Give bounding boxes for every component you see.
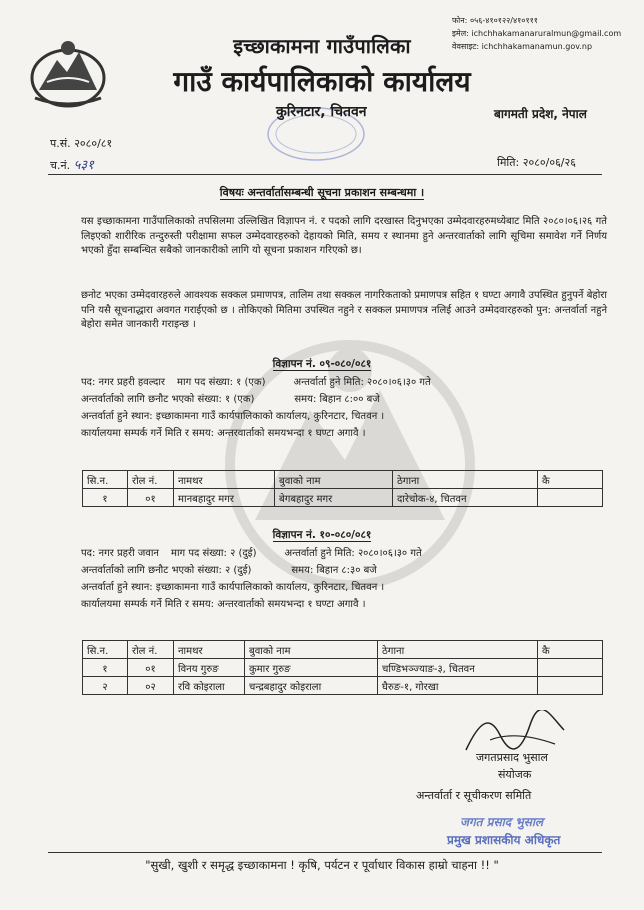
col-header: सि.न. [83,641,128,659]
email-value: ichchhakamanaruralmun@gmail.com [471,29,622,38]
ad-1-time: समय: बिहान ८:०० बजे [294,394,380,405]
signatory-post: संयोजक [498,768,532,781]
ad-1-interview-date: अन्तर्वार्ता हुने मिति: २०८०।०६।३० गते [293,377,431,388]
table-cell: १ [83,489,128,507]
table-row [83,677,603,695]
ad-1-demand: माग पद संख्या: १ (एक) [177,377,266,388]
ad-2-interview-date: अन्तर्वार्ता हुने मिति: २०८०।०६।३० गते [284,548,422,559]
letter-date [497,155,576,170]
phone-value: ०५६-४१०१२२/४१०१११ [469,16,538,25]
office-location: कुरिनटार, चितवन [276,104,367,120]
table-cell: १ [83,659,128,677]
col-header: ठेगाना [393,471,538,489]
footer-divider [48,852,602,853]
table-cell: कुमार गुरुङ [245,659,378,677]
header-divider [48,174,602,175]
table-row [83,489,603,507]
website-label: वेवसाइट: [452,42,480,51]
subject-text: विषयः अन्तर्वार्तासम्बन्धी सूचना प्रकाशन सम्बन्धमा । [219,186,425,199]
ad-1-heading [0,357,644,371]
col-header: कै [538,641,603,659]
ad-2-line-2 [81,562,377,576]
date-value: २०८०/०६/२६ [522,156,576,169]
table-cell: ०१ [128,489,174,507]
ad-2-heading [0,528,644,542]
ad-2-post: पद: नगर प्रहरी जवान [81,548,159,559]
table-cell: २ [83,677,128,695]
col-header: रोल नं. [128,641,174,659]
ad-1-line-4: कार्यालयमा सम्पर्क गर्ने मिति र समय: अन्तरवार्ताको समयभन्दा १ घण्टा अगावै । [81,428,366,439]
ad-2-line-1 [81,545,422,559]
office-name: गाउँ कार्यपालिकाको कार्यालय [173,65,471,98]
ad-2-selected-count: अन्तर्वार्ताको लागि छनौट भएको संख्या: २ (दुई) [81,565,252,576]
col-header: कै [538,471,603,489]
col-header: बुवाको नाम [275,471,393,489]
table-cell: घैरुङ-१, गोरखा [378,677,538,695]
chalani-number [50,155,94,173]
table-header-row [83,641,603,659]
table-cell: बेगबहादुर मगर [275,489,393,507]
chalani-value: ५३१ [73,158,94,173]
ad-1-post: पद: नगर प्रहरी हवल्दार [81,377,166,388]
patra-value: २०८०/८१ [74,137,113,150]
ad-1-heading-text: विज्ञापन नं. ०९-०८०/०८१ [272,358,372,370]
municipality-name: इच्छाकामना गाउँपालिका [233,34,411,58]
ad-1-line-2 [81,391,380,405]
ad-1-line-1 [81,374,431,388]
table-row [83,659,603,677]
col-header: नामथर [174,641,245,659]
col-header: नामथर [174,471,275,489]
table-cell: मानबहादुर मगर [174,489,275,507]
ad-1-selected-count: अन्तर्वार्ताको लागि छनौट भएको संख्या: १ (एक) [81,394,255,405]
ad-2-heading-text: विज्ञापन नं. १०-०८०/०८१ [272,529,372,541]
officer-stamp-name: जगत प्रसाद भुसाल [460,815,544,829]
contact-phone [452,14,621,27]
patra-label: प.सं. [50,137,71,150]
body-paragraph-1: यस इच्छाकामना गाउँपालिकाको तपसिलमा उल्लिखित विज्ञापन नं. र पदको लागि दरखास्त दिनुभएका उम्मेदवारहरुमध्येबाट मिति २०८०।०६।२६ गते लिइएको शारीरिक तन्दुरुस्ती परीक्षामा सफल उम्मेदवारहरुको देहायको मिति, समय र स्थानमा हुने अन्तरवार्ताको लागि सूचिमा समावेश गर्ने निर्णय भएको हुँदा सम्बन्धित सबैको जानकारीको लागि यो सूचना प्रकाशन गरिएको छ। [81,216,607,257]
ad-2-table [82,640,603,695]
table-cell: ०२ [128,677,174,695]
table-cell: चण्डिभञ्ज्याङ-३, चितवन [378,659,538,677]
email-label: इमेल: [452,29,469,38]
table-cell [538,659,603,677]
table-cell [538,677,603,695]
col-header: बुवाको नाम [245,641,378,659]
table-cell: दारेचोक-४, चितवन [393,489,538,507]
signatory-name: जगतप्रसाद भुसाल [476,751,548,764]
table-cell: रवि कोइराला [174,677,245,695]
date-label: मिति: [497,156,520,169]
body-paragraph-2: छनोट भएका उम्मेदवारहरुले आवश्यक सक्कल प्रमाणपत्र, तालिम तथा सक्कल नागरिकताको प्रमाणपत्र सहित १ घण्टा अगावै उपस्थित हुनुपर्ने बेहोरा पनि यसै सूचनाद्धारा अवगत गराईएको छ । तोकिएको मितिमा उपस्थित नहुने र सक्कल प्रमाणपत्र नलिई आउने उम्मेदवारहरुको पुन: अन्तर्वार्ता नहुने बेहोरा समेत जानकारी गराइन्छ । [81,290,607,331]
officer-stamp-post: प्रमुख प्रशासकीय अधिकृत [447,833,561,847]
ad-2-line-4: कार्यालयमा सम्पर्क गर्ने मिति र समय: अन्तरवार्ताको समयभन्दा १ घण्टा अगावै । [81,599,366,610]
ad-2-line-3: अन्तर्वार्ता हुने स्थान: इच्छाकामना गाउँ कार्यपालिकाको कार्यालय, कुरिनटार, चितवन । [81,582,385,593]
ad-1-line-3: अन्तर्वार्ता हुने स्थान: इच्छाकामना गाउँ कार्यपालिकाको कार्यालय, कुरिनटार, चितवन । [81,411,385,422]
col-header: ठेगाना [378,641,538,659]
committee-name: अन्तर्वार्ता र सूचीकरण समिति [416,789,532,802]
website-value: ichchhakamanamun.gov.np [481,42,593,51]
ad-2-demand: माग पद संख्या: २ (दुई) [170,548,257,559]
patra-sankhya [50,136,112,151]
col-header: सि.न. [83,471,128,489]
subject-line [0,185,644,200]
province-name: बागमती प्रदेश, नेपाल [494,107,587,121]
table-header-row [83,471,603,489]
table-cell [538,489,603,507]
ad-2-time: समय: बिहान ८:३० बजे [291,565,377,576]
col-header: रोल नं. [128,471,174,489]
table-cell: विनय गुरुङ [174,659,245,677]
chalani-label: च.नं. [50,159,71,172]
table-cell: ०१ [128,659,174,677]
ad-1-table [82,470,603,507]
footer-slogan: "सुखी, खुशी र समृद्ध इच्छाकामना ! कृषि, पर्यटन र पूर्वाधार विकास हाम्रो चाहना !! " [145,858,499,872]
table-cell: चन्द्रबहादुर कोइराला [245,677,378,695]
phone-label: फोन: [452,16,468,25]
